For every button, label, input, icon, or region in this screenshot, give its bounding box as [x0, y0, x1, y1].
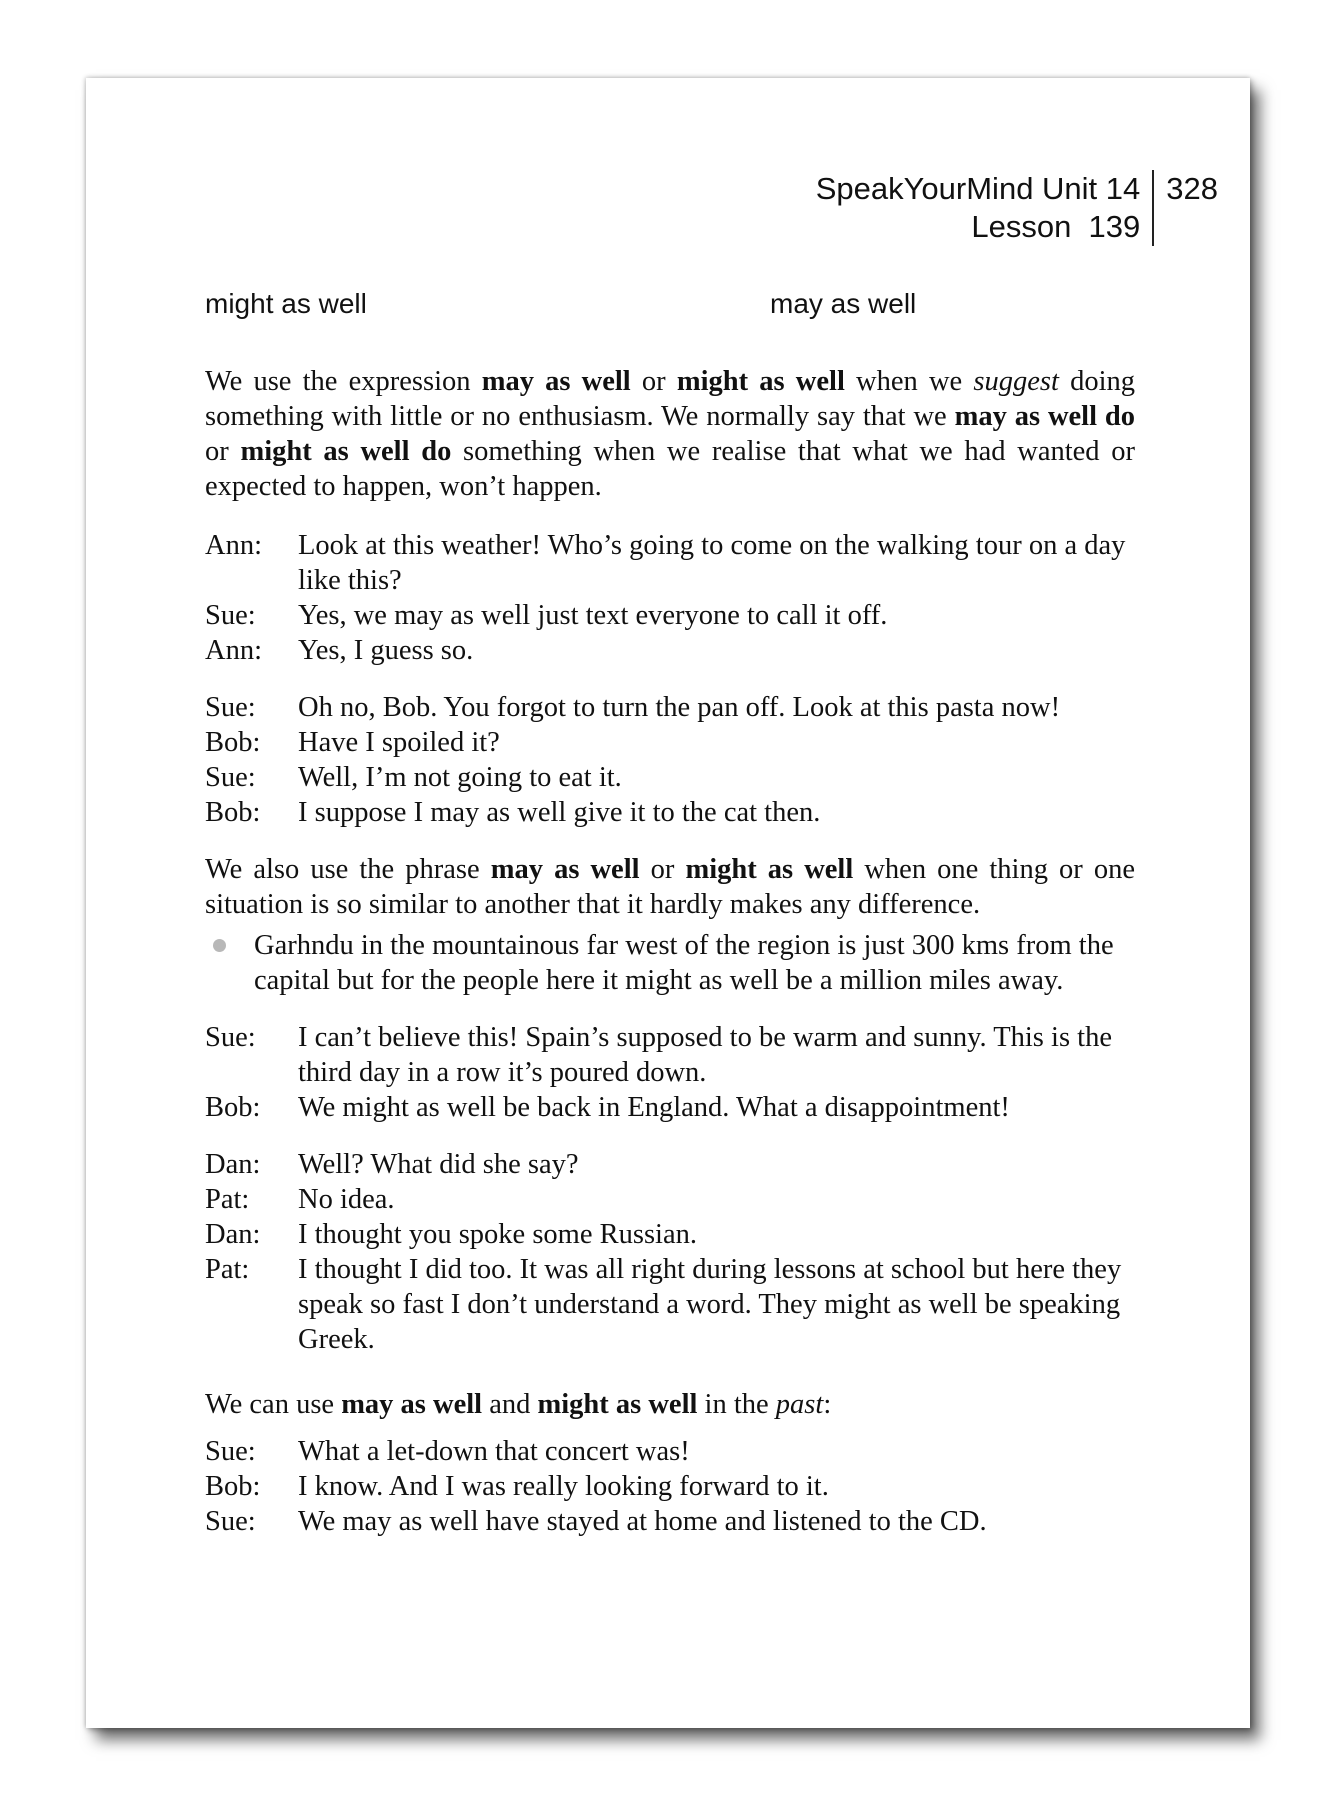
speaker: Sue:: [205, 600, 256, 631]
dialog-line: [205, 1020, 1135, 1090]
speech: I suppose I may as well give it to the cat then.: [298, 797, 821, 828]
dialog-line: [205, 760, 1135, 795]
speech: Yes, I guess so.: [298, 635, 474, 666]
speaker: Sue:: [205, 1022, 256, 1053]
text-run: when we: [844, 366, 974, 397]
title-might-as-well: might as well: [205, 288, 367, 319]
dialog-line: [205, 725, 1135, 760]
text-run: We can use: [205, 1389, 342, 1420]
dialog-line: [205, 598, 1135, 633]
speaker: Ann:: [205, 530, 262, 561]
past-paragraph: [205, 1387, 1135, 1422]
text-run: something when we realise that what we had wanted or expected to happen, won’t happen.: [205, 436, 1135, 502]
bold-term: may as well: [490, 854, 640, 885]
bullet-dot-icon: [205, 928, 254, 998]
speaker: Pat:: [205, 1184, 250, 1215]
text-run: in the: [697, 1389, 776, 1420]
text-run: or: [630, 366, 677, 397]
bold-term: might as well: [676, 366, 845, 397]
lesson-title: Lesson 139: [971, 209, 1141, 244]
text-run: or: [639, 854, 686, 885]
bold-term: might as well do: [240, 436, 452, 467]
similarity-paragraph: [205, 852, 1135, 922]
speaker: Bob:: [205, 797, 261, 828]
speech: What a let-down that concert was!: [298, 1436, 690, 1467]
dialog-line: [205, 1504, 1135, 1539]
speech: I thought I did too. It was all right during lessons at school but here they speak so fast I don’t understand a word. They might as well be speaking Greek.: [298, 1254, 1122, 1355]
dialog-line: [205, 1090, 1135, 1125]
dialog-line: [205, 1182, 1135, 1217]
text-run: We use the expression: [205, 366, 482, 397]
dialog-line: [205, 1469, 1135, 1504]
section-titles: [205, 288, 1135, 320]
speech: Well, I’m not going to eat it.: [298, 762, 622, 793]
dialog-line: [205, 690, 1135, 725]
text-run: and: [482, 1389, 538, 1420]
dialog-3: [205, 1020, 1135, 1125]
speech: No idea.: [298, 1184, 395, 1215]
text-run: or: [205, 436, 241, 467]
speaker: Sue:: [205, 1506, 256, 1537]
intro-paragraph: [205, 364, 1135, 504]
dialog-line: [205, 1147, 1135, 1182]
dialog-line: [205, 795, 1135, 830]
bold-term: may as well: [341, 1389, 483, 1420]
dialog-line: [205, 1217, 1135, 1252]
dialog-line: [205, 633, 1135, 668]
text-run: when one thing or one situation is so similar to another that it hardly makes any difference.: [205, 854, 1135, 920]
bullet-example: [205, 928, 1135, 998]
speaker: Ann:: [205, 635, 262, 666]
dialog-4: [205, 1147, 1135, 1357]
bold-term: might as well: [685, 854, 854, 885]
document-page: [86, 78, 1250, 1728]
italic-term: past: [775, 1389, 824, 1420]
speech: We might as well be back in England. What a disappointment!: [298, 1092, 1010, 1123]
speaker: Sue:: [205, 692, 256, 723]
speech: I can’t believe this! Spain’s supposed to be warm and sunny. This is the third day in a row it’s poured down.: [298, 1022, 1112, 1088]
speech: Have I spoiled it?: [298, 727, 500, 758]
speaker: Bob:: [205, 727, 261, 758]
speech: Well? What did she say?: [298, 1149, 579, 1180]
speaker: Bob:: [205, 1471, 261, 1502]
dialog-5: [205, 1434, 1135, 1539]
speech: Look at this weather! Who’s going to come on the walking tour on a day like this?: [298, 530, 1126, 596]
page-number: 328: [1166, 171, 1218, 206]
bold-term: might as well: [537, 1389, 698, 1420]
speech: We may as well have stayed at home and listened to the CD.: [298, 1506, 987, 1537]
dialog-2: [205, 690, 1135, 830]
speech: I thought you spoke some Russian.: [298, 1219, 697, 1250]
dialog-line: [205, 1434, 1135, 1469]
dialog-line: [205, 528, 1135, 598]
text-run: :: [823, 1389, 832, 1420]
dialog-line: [205, 1252, 1135, 1357]
unit-title: SpeakYourMind Unit 14: [815, 171, 1141, 206]
speaker: Dan:: [205, 1219, 261, 1250]
speaker: Pat:: [205, 1254, 250, 1285]
speaker: Dan:: [205, 1149, 261, 1180]
bullet-text: Garhndu in the mountainous far west of the region is just 300 kms from the capital but for the people here it might as well be a million miles away.: [254, 930, 1114, 996]
text-run: We also use the phrase: [205, 854, 491, 885]
unit-lesson-block: [816, 170, 1155, 246]
speaker: Sue:: [205, 1436, 256, 1467]
bold-term: may as well: [481, 366, 631, 397]
text-run: doing something with little or no enthusiasm. We normally say that we: [205, 366, 1135, 432]
speech: I know. And I was really looking forward to it.: [298, 1471, 829, 1502]
title-may-as-well: may as well: [770, 288, 917, 319]
page-header: [816, 170, 1218, 248]
speaker: Bob:: [205, 1092, 261, 1123]
italic-term: suggest: [973, 366, 1059, 397]
speech: Oh no, Bob. You forgot to turn the pan off. Look at this pasta now!: [298, 692, 1061, 723]
bold-term: may as well do: [954, 401, 1135, 432]
speech: Yes, we may as well just text everyone to call it off.: [298, 600, 888, 631]
document-body: [205, 364, 1135, 1561]
speaker: Sue:: [205, 762, 256, 793]
dialog-1: [205, 528, 1135, 668]
